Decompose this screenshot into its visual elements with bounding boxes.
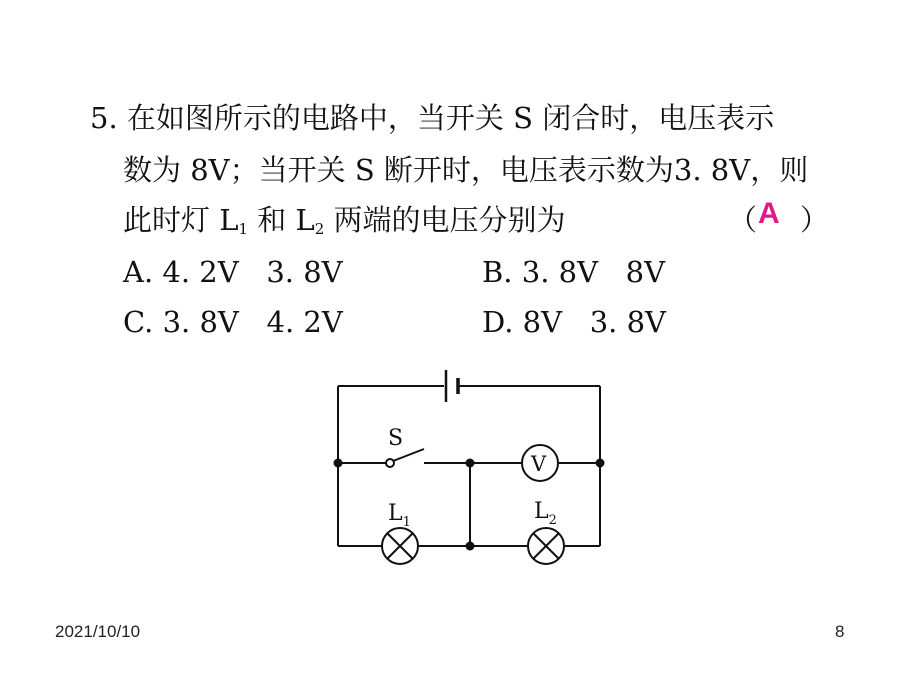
lamp2-label (534, 499, 557, 528)
voltmeter-label: V (531, 452, 547, 476)
q3-mid: 和 L (248, 203, 315, 237)
option-c[interactable]: C. 3. 8V 4. 2V (123, 305, 343, 339)
lamp2-label-sub: 2 (548, 513, 557, 528)
q3-sub2: 2 (314, 220, 325, 238)
answer-bracket-open: （ (728, 203, 758, 237)
question-text-1: 在如图所示的电路中，当开关 S 闭合时，电压表示 (126, 101, 775, 135)
lamp2-label-main: L (534, 499, 549, 524)
lamp1-label-main: L (388, 501, 403, 526)
junction-right (596, 459, 605, 468)
lamp1-label-sub: 1 (402, 515, 411, 530)
junction-left (334, 459, 343, 468)
option-a[interactable]: A. 4. 2V 3. 8V (123, 255, 343, 289)
answer-letter: A (758, 197, 780, 230)
page-number: 8 (835, 622, 845, 641)
answer-bracket-close: ） (800, 203, 830, 237)
question-text-2: 数为 8V；当开关 S 断开时，电压表示数为3. 8V，则 (123, 153, 809, 187)
q3-suffix: 两端的电压分别为 (324, 203, 566, 237)
question-number: 5. (90, 101, 118, 135)
lamp1-label (388, 501, 411, 530)
option-d[interactable]: D. 8V 3. 8V (482, 305, 666, 339)
junction-center-bottom (466, 542, 475, 551)
junction-center-top (466, 459, 475, 468)
option-b[interactable]: B. 3. 8V 8V (482, 255, 666, 289)
q3-sub1: 1 (238, 220, 249, 238)
switch-label: S (388, 426, 404, 451)
q3-prefix: 此时灯 L (123, 203, 239, 237)
footer-date: 2021/10/10 (55, 622, 141, 641)
